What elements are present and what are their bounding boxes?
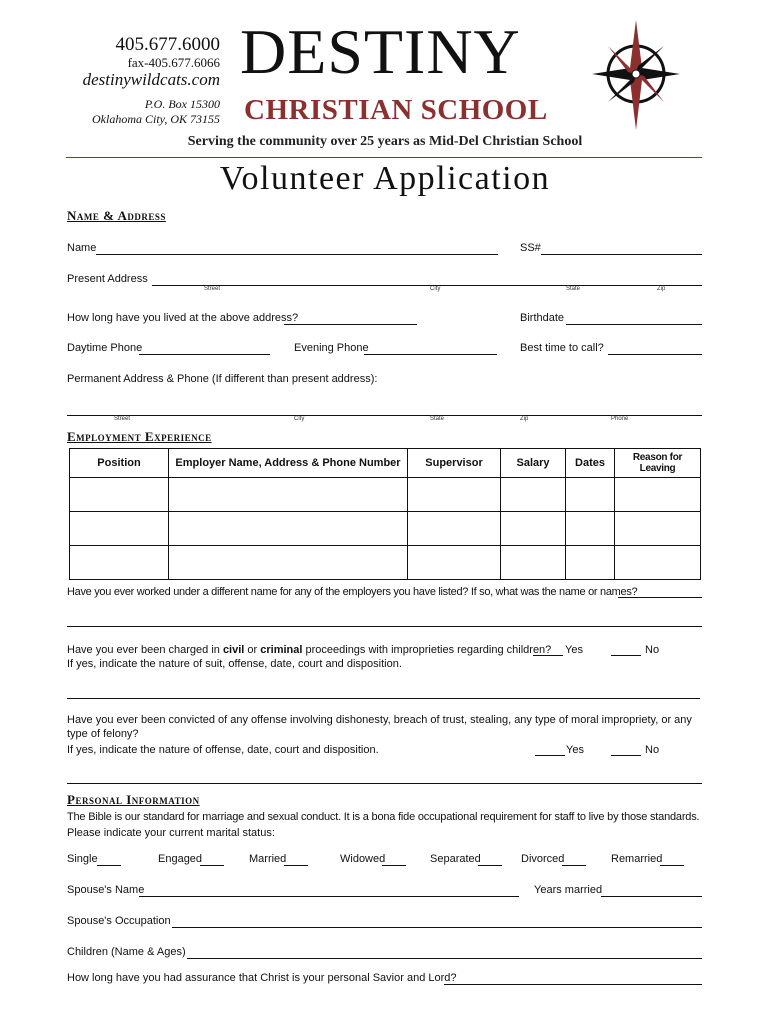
present-street-caption: Street: [204, 286, 221, 292]
charged-detail-field[interactable]: [67, 686, 700, 699]
permanent-state-caption: State: [430, 416, 445, 422]
assurance-label: How long have you had assurance that Christ is your personal Savior and Lord?: [67, 972, 457, 984]
status-widowed-field[interactable]: [382, 853, 406, 866]
children-field[interactable]: [187, 946, 702, 959]
charged-or: or: [244, 644, 261, 656]
charged-question-end: proceedings with improprieties regarding children?: [302, 644, 552, 656]
convicted-no-label: No: [645, 744, 660, 756]
school-fax: fax-405.677.6066: [127, 55, 220, 70]
school-po-box: P.O. Box 15300: [144, 97, 220, 111]
column-header-employer: Employer Name, Address & Phone Number: [169, 449, 408, 478]
school-website: destinywildcats.com: [82, 70, 220, 89]
charged-criminal: criminal: [260, 644, 303, 656]
cell-salary[interactable]: [501, 478, 566, 512]
ssn-label: SS#: [520, 242, 541, 254]
cell-position[interactable]: [70, 512, 169, 546]
table-row: [70, 512, 701, 546]
charged-question-start: Have you ever been charged in: [67, 644, 223, 656]
column-header-supervisor: Supervisor: [408, 449, 501, 478]
present-address-field[interactable]: [152, 273, 702, 286]
how-long-label: How long have you lived at the above address?: [67, 312, 299, 324]
page-title: Volunteer Application: [219, 160, 551, 197]
name-label: Name: [67, 242, 97, 254]
best-time-field[interactable]: [608, 342, 702, 355]
permanent-address-label: Permanent Address & Phone (If different than present address):: [67, 373, 378, 385]
permanent-phone-caption: Phone: [611, 416, 629, 422]
column-header-dates: Dates: [566, 449, 615, 478]
present-city-caption: City: [430, 286, 441, 292]
cell-dates[interactable]: [566, 478, 615, 512]
evening-phone-label: Evening Phone: [294, 342, 369, 354]
section-heading-personal: Personal Information: [67, 792, 200, 807]
status-separated-label: Separated: [430, 853, 481, 865]
cell-supervisor[interactable]: [408, 512, 501, 546]
ssn-field[interactable]: [541, 242, 702, 255]
section-heading-name-address: Name & Address: [67, 208, 166, 223]
permanent-address-field[interactable]: [67, 403, 702, 416]
present-state-caption: State: [566, 286, 581, 292]
cell-position[interactable]: [70, 546, 169, 580]
cell-reason[interactable]: [615, 512, 701, 546]
cell-supervisor[interactable]: [408, 546, 501, 580]
status-married-label: Married: [249, 853, 287, 865]
convicted-question: Have you ever been convicted of any offense involving dishonesty, breach of trust, stealing, any type of moral impropriety, or any type of felony?: [67, 714, 692, 740]
evening-phone-field[interactable]: [364, 342, 497, 355]
table-row: [70, 546, 701, 580]
spouse-occupation-field[interactable]: [172, 915, 702, 928]
present-zip-caption: Zip: [657, 286, 666, 292]
cell-reason[interactable]: [615, 546, 701, 580]
status-divorced-label: Divorced: [521, 853, 565, 865]
assurance-field[interactable]: [444, 972, 702, 985]
years-married-field[interactable]: [601, 884, 702, 897]
best-time-label: Best time to call?: [520, 342, 604, 354]
cell-position[interactable]: [70, 478, 169, 512]
cell-employer[interactable]: [169, 546, 408, 580]
daytime-phone-label: Daytime Phone: [67, 342, 143, 354]
permanent-zip-caption: Zip: [520, 416, 529, 422]
employment-table: [69, 448, 701, 580]
other-name-field[interactable]: [618, 585, 702, 598]
marital-status-prompt: Please indicate your current marital status:: [67, 827, 275, 839]
status-widowed-label: Widowed: [340, 853, 386, 865]
status-engaged-label: Engaged: [158, 853, 203, 865]
column-header-reason: Reason for Leaving: [615, 449, 701, 478]
spouse-occupation-label: Spouse's Occupation: [67, 915, 171, 927]
cell-employer[interactable]: [169, 512, 408, 546]
charged-question: [67, 643, 551, 657]
status-engaged-field[interactable]: [200, 853, 224, 866]
spouse-name-field[interactable]: [139, 884, 519, 897]
section-heading-employment: Employment Experience: [67, 429, 212, 444]
status-remarried-label: Remarried: [611, 853, 663, 865]
compass-star-logo-icon: [590, 18, 682, 132]
cell-reason[interactable]: [615, 478, 701, 512]
convicted-yes-label: Yes: [566, 744, 584, 756]
status-remarried-field[interactable]: [660, 853, 684, 866]
status-separated-field[interactable]: [478, 853, 502, 866]
charged-detail-prompt: If yes, indicate the nature of suit, offense, date, court and disposition.: [67, 658, 402, 670]
charged-yes-field[interactable]: [533, 643, 563, 656]
cell-salary[interactable]: [501, 512, 566, 546]
charged-yes-label: Yes: [565, 644, 583, 656]
children-label: Children (Name & Ages): [67, 946, 186, 958]
years-married-label: Years married: [534, 884, 603, 896]
header-divider: [66, 157, 702, 158]
cell-dates[interactable]: [566, 546, 615, 580]
name-field[interactable]: [96, 242, 498, 255]
convicted-detail-prompt: If yes, indicate the nature of offense, date, court and disposition.: [67, 744, 379, 756]
status-divorced-field[interactable]: [562, 853, 586, 866]
birthdate-label: Birthdate: [520, 312, 565, 324]
status-single-label: Single: [67, 853, 98, 865]
school-city-state: Oklahoma City, OK 73155: [92, 112, 220, 126]
brand-destiny: DESTINY: [240, 16, 521, 87]
permanent-street-caption: Street: [114, 416, 131, 422]
cell-salary[interactable]: [501, 546, 566, 580]
table-row: [70, 478, 701, 512]
brand-christian-school: CHRISTIAN SCHOOL: [244, 94, 548, 126]
status-single-field[interactable]: [97, 853, 121, 866]
school-phone: 405.677.6000: [115, 34, 220, 55]
personal-intro: The Bible is our standard for marriage and sexual conduct. It is a bona fide occupational requirement for staff to live by those standards.: [67, 811, 700, 823]
cell-dates[interactable]: [566, 512, 615, 546]
table-header-row: [70, 449, 701, 478]
convicted-detail-field[interactable]: [67, 771, 702, 784]
other-name-field-2[interactable]: [67, 614, 702, 627]
column-header-position: Position: [70, 449, 169, 478]
permanent-city-caption: City: [294, 416, 305, 422]
other-name-question: Have you ever worked under a different name for any of the employers you have listed? If so, what was the name or names?: [67, 586, 638, 598]
how-long-field[interactable]: [284, 312, 417, 325]
present-address-label: Present Address: [67, 273, 148, 285]
birthdate-field[interactable]: [566, 312, 702, 325]
cell-employer[interactable]: [169, 478, 408, 512]
convicted-no-field[interactable]: [611, 743, 641, 756]
column-header-salary: Salary: [501, 449, 566, 478]
charged-no-field[interactable]: [611, 643, 641, 656]
daytime-phone-field[interactable]: [139, 342, 270, 355]
spouse-name-label: Spouse's Name: [67, 884, 145, 896]
convicted-yes-field[interactable]: [535, 743, 565, 756]
charged-civil: civil: [222, 644, 245, 656]
school-tagline: Serving the community over 25 years as Mid-Del Christian School: [187, 134, 583, 149]
status-married-field[interactable]: [284, 853, 308, 866]
cell-supervisor[interactable]: [408, 478, 501, 512]
charged-no-label: No: [645, 644, 660, 656]
